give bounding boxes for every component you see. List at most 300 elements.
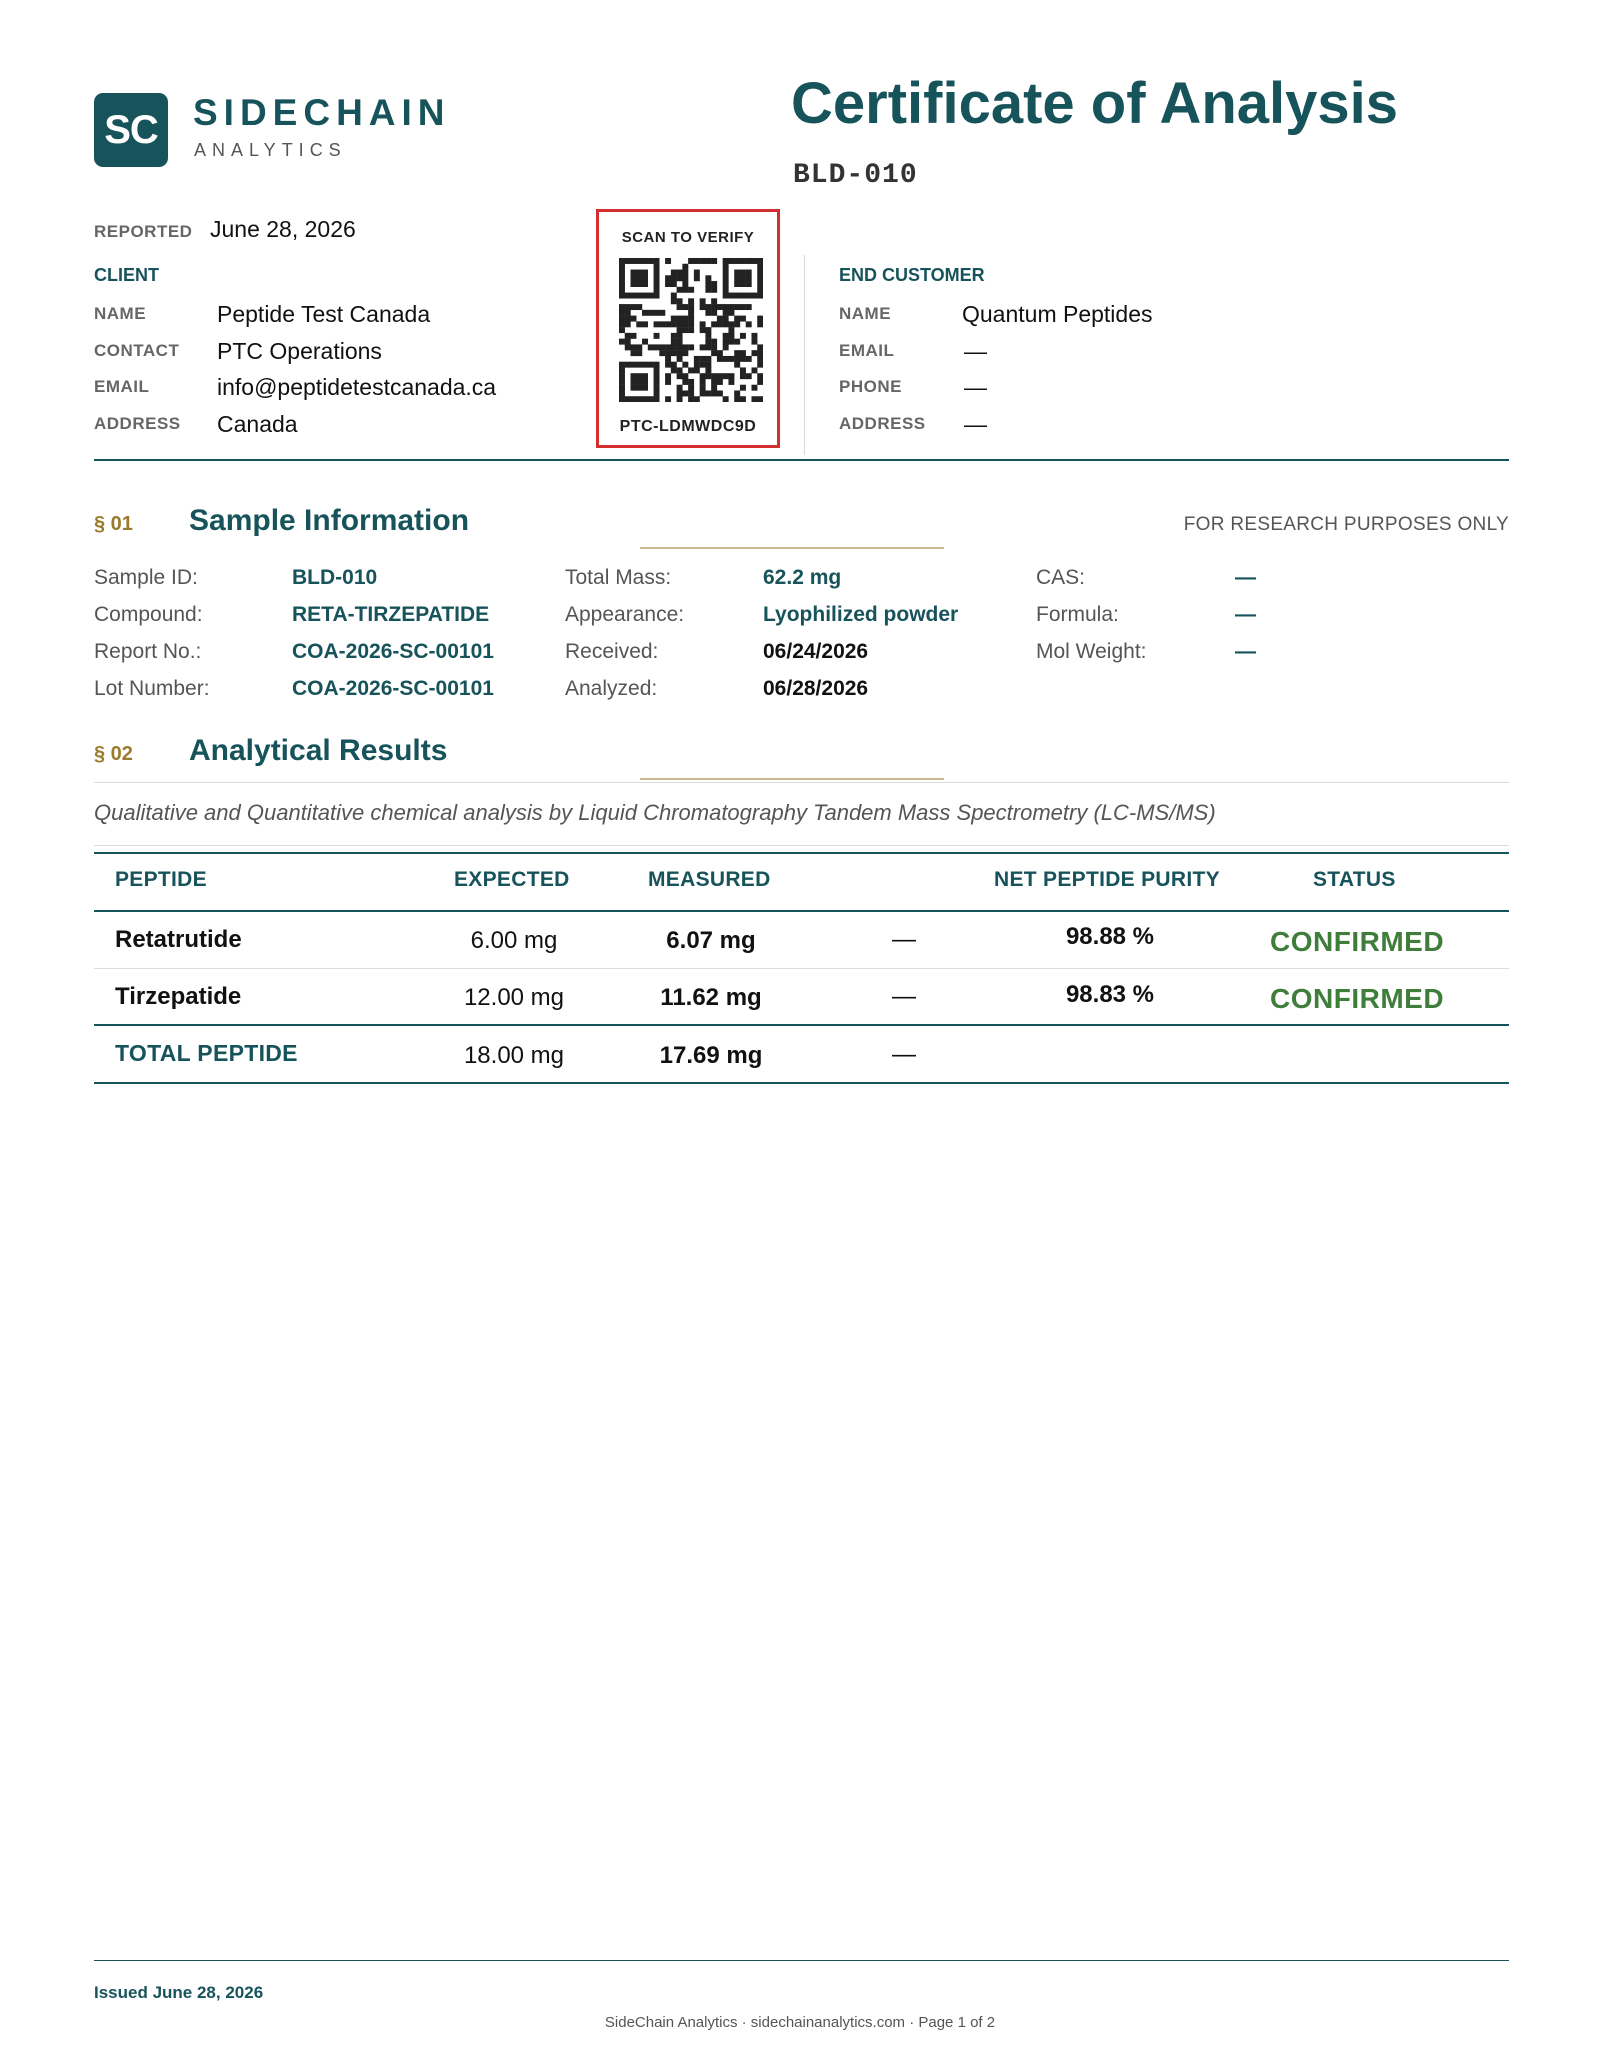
qr-module xyxy=(642,396,648,402)
formula-value: — xyxy=(1235,603,1256,626)
row-divider xyxy=(94,968,1509,969)
row-status-badge: CONFIRMED xyxy=(1270,926,1445,957)
qr-module xyxy=(625,339,631,345)
qr-module xyxy=(677,327,683,333)
qr-module xyxy=(717,304,723,310)
row-measured: 6.07 mg xyxy=(666,927,756,954)
qr-module xyxy=(740,367,746,373)
qr-module xyxy=(694,367,700,373)
qr-module xyxy=(636,258,642,264)
qr-module xyxy=(671,270,677,276)
qr-module xyxy=(705,339,711,345)
qr-module xyxy=(642,385,648,391)
qr-module xyxy=(631,333,637,339)
qr-module xyxy=(619,258,625,264)
qr-module xyxy=(700,373,706,379)
qr-module xyxy=(682,321,688,327)
mol-weight-value: — xyxy=(1235,640,1256,663)
qr-module xyxy=(728,339,734,345)
qr-module xyxy=(654,333,660,339)
scan-to-verify-box[interactable] xyxy=(596,209,780,448)
footer-text: SideChain Analytics · sidechainanalytics.com · Page 1 of 2 xyxy=(604,2014,996,2031)
qr-module xyxy=(723,281,729,287)
total-peptide-label: TOTAL PEPTIDE xyxy=(115,1040,298,1066)
total-measured: 17.69 mg xyxy=(659,1042,763,1069)
qr-module xyxy=(671,281,677,287)
appearance-label: Appearance: xyxy=(565,603,685,626)
qr-module xyxy=(682,373,688,379)
method-rule xyxy=(94,845,1509,846)
qr-module xyxy=(682,304,688,310)
col-header-expected: EXPECTED xyxy=(454,868,570,891)
qr-module xyxy=(705,390,711,396)
end-customer-address: — xyxy=(964,411,987,437)
qr-module xyxy=(648,310,654,316)
qr-module xyxy=(654,396,660,402)
qr-module xyxy=(711,298,717,304)
qr-module xyxy=(631,396,637,402)
qr-module xyxy=(642,339,648,345)
qr-module xyxy=(631,281,637,287)
end-customer-phone-label: PHONE xyxy=(839,377,902,396)
issued-date: Issued June 28, 2026 xyxy=(94,1983,264,2002)
qr-module xyxy=(734,293,740,299)
qr-module xyxy=(711,350,717,356)
qr-module xyxy=(700,390,706,396)
qr-module xyxy=(671,350,677,356)
qr-module xyxy=(636,275,642,281)
qr-module xyxy=(694,362,700,368)
qr-module xyxy=(705,344,711,350)
analytical-results-underline xyxy=(640,778,944,780)
qr-module xyxy=(688,287,694,293)
qr-module xyxy=(619,327,625,333)
end-customer-name-label: NAME xyxy=(839,304,892,323)
qr-module xyxy=(740,350,746,356)
footer-divider xyxy=(94,1960,1509,1961)
qr-module xyxy=(619,281,625,287)
qr-module xyxy=(728,310,734,316)
qr-module xyxy=(728,356,734,362)
client-heading: CLIENT xyxy=(94,265,159,285)
qr-module xyxy=(659,321,665,327)
qr-module xyxy=(723,275,729,281)
qr-module xyxy=(654,367,660,373)
appearance-value: Lyophilized powder xyxy=(763,603,959,626)
row-purity: 98.88 % xyxy=(1065,923,1155,950)
total-mass-label: Total Mass: xyxy=(565,566,672,589)
row-expected: 12.00 mg xyxy=(463,984,565,1011)
sample-info-title: Sample Information xyxy=(189,504,470,537)
qr-module xyxy=(711,373,717,379)
qr-module xyxy=(705,281,711,287)
compound-value: RETA-TIRZEPATIDE xyxy=(292,603,490,626)
qr-module xyxy=(654,310,660,316)
qr-module xyxy=(636,396,642,402)
end-customer-phone: — xyxy=(964,374,987,400)
qr-module xyxy=(711,304,717,310)
qr-code-icon[interactable] xyxy=(619,258,763,402)
qr-module xyxy=(705,373,711,379)
qr-module xyxy=(636,379,642,385)
qr-module xyxy=(740,396,746,402)
cas-label: CAS: xyxy=(1036,566,1086,589)
qr-module xyxy=(734,390,740,396)
qr-module xyxy=(619,385,625,391)
qr-module xyxy=(619,264,625,270)
qr-module xyxy=(665,258,671,264)
qr-module xyxy=(619,362,625,368)
qr-module xyxy=(625,310,631,316)
qr-module xyxy=(619,396,625,402)
report-no-label: Report No.: xyxy=(94,640,202,663)
document-id: BLD-010 xyxy=(793,160,918,191)
qr-module xyxy=(734,316,740,322)
qr-module xyxy=(728,373,734,379)
qr-module xyxy=(677,356,683,362)
qr-module xyxy=(654,390,660,396)
row-extra: — xyxy=(892,983,916,1010)
qr-module xyxy=(677,396,683,402)
qr-module xyxy=(734,270,740,276)
scan-to-verify-heading: SCAN TO VERIFY xyxy=(621,229,755,246)
qr-module xyxy=(654,321,660,327)
qr-module xyxy=(648,258,654,264)
qr-module xyxy=(642,270,648,276)
qr-module xyxy=(746,281,752,287)
qr-module xyxy=(648,396,654,402)
section-number-02: § 02 xyxy=(94,743,133,765)
qr-module xyxy=(746,258,752,264)
row-peptide-name: Retatrutide xyxy=(115,926,242,953)
qr-module xyxy=(757,396,763,402)
qr-module xyxy=(717,390,723,396)
qr-module xyxy=(688,321,694,327)
client-email-label: EMAIL xyxy=(94,377,150,396)
qr-module xyxy=(665,344,671,350)
qr-module xyxy=(688,304,694,310)
qr-module xyxy=(671,316,677,322)
qr-module xyxy=(757,281,763,287)
qr-module xyxy=(740,373,746,379)
qr-module xyxy=(740,293,746,299)
qr-module xyxy=(677,373,683,379)
qr-module xyxy=(625,316,631,322)
reported-date: June 28, 2026 xyxy=(210,216,356,242)
qr-module xyxy=(636,321,642,327)
qr-module xyxy=(636,293,642,299)
qr-module xyxy=(625,344,631,350)
qr-module xyxy=(723,333,729,339)
qr-module xyxy=(642,362,648,368)
qr-module xyxy=(688,390,694,396)
client-email: info@peptidetestcanada.ca xyxy=(217,374,497,400)
qr-module xyxy=(723,304,729,310)
header-vertical-divider xyxy=(804,255,805,455)
qr-module xyxy=(631,270,637,276)
qr-module xyxy=(677,298,683,304)
qr-module xyxy=(671,275,677,281)
row-status-badge: CONFIRMED xyxy=(1270,983,1445,1014)
qr-module xyxy=(631,379,637,385)
qr-module xyxy=(625,304,631,310)
col-header-net-peptide-purity: NET PEPTIDE PURITY xyxy=(994,868,1220,891)
qr-module xyxy=(642,275,648,281)
qr-module xyxy=(757,373,763,379)
qr-module xyxy=(717,379,723,385)
qr-module xyxy=(642,293,648,299)
qr-module xyxy=(705,333,711,339)
qr-module xyxy=(740,258,746,264)
qr-module xyxy=(671,339,677,345)
qr-module xyxy=(625,396,631,402)
qr-module xyxy=(654,293,660,299)
table-bottom-rule xyxy=(94,1082,1509,1084)
qr-module xyxy=(648,344,654,350)
qr-module xyxy=(682,316,688,322)
qr-module xyxy=(734,339,740,345)
qr-module xyxy=(705,258,711,264)
qr-module xyxy=(705,356,711,362)
qr-module xyxy=(700,356,706,362)
qr-module xyxy=(688,310,694,316)
qr-module xyxy=(688,396,694,402)
end-customer-heading: END CUSTOMER xyxy=(839,265,985,285)
qr-module xyxy=(746,270,752,276)
qr-module xyxy=(654,264,660,270)
qr-module xyxy=(757,293,763,299)
qr-module xyxy=(705,304,711,310)
qr-module xyxy=(700,321,706,327)
total-expected: 18.00 mg xyxy=(463,1042,565,1069)
qr-module xyxy=(625,333,631,339)
qr-module xyxy=(671,293,677,299)
qr-module xyxy=(757,321,763,327)
qr-module xyxy=(654,385,660,391)
qr-module xyxy=(642,379,648,385)
qr-module xyxy=(682,275,688,281)
qr-module xyxy=(728,293,734,299)
qr-module xyxy=(671,344,677,350)
qr-module xyxy=(740,270,746,276)
qr-module xyxy=(619,270,625,276)
end-customer-name: Quantum Peptides xyxy=(962,301,1153,327)
qr-module xyxy=(631,350,637,356)
qr-module xyxy=(677,390,683,396)
qr-module xyxy=(740,356,746,362)
qr-module xyxy=(642,258,648,264)
qr-module xyxy=(677,321,683,327)
qr-module xyxy=(665,321,671,327)
end-customer-email-label: EMAIL xyxy=(839,341,895,360)
sample-id-value: BLD-010 xyxy=(292,566,378,589)
qr-module xyxy=(711,385,717,391)
qr-module xyxy=(711,287,717,293)
qr-module xyxy=(734,356,740,362)
qr-module xyxy=(751,293,757,299)
qr-module xyxy=(728,333,734,339)
qr-module xyxy=(682,390,688,396)
qr-module xyxy=(746,304,752,310)
qr-module xyxy=(631,275,637,281)
qr-module xyxy=(711,321,717,327)
qr-module xyxy=(636,362,642,368)
reported-label: REPORTED xyxy=(94,222,193,241)
qr-module xyxy=(659,310,665,316)
qr-module xyxy=(717,356,723,362)
qr-module xyxy=(734,275,740,281)
qr-module xyxy=(734,258,740,264)
qr-module xyxy=(665,379,671,385)
qr-module xyxy=(654,379,660,385)
qr-module xyxy=(636,350,642,356)
qr-module xyxy=(757,316,763,322)
qr-module xyxy=(619,310,625,316)
qr-module xyxy=(654,287,660,293)
qr-module xyxy=(677,350,683,356)
qr-module xyxy=(705,287,711,293)
qr-module xyxy=(682,350,688,356)
qr-module xyxy=(694,396,700,402)
qr-module xyxy=(631,385,637,391)
qr-module xyxy=(740,316,746,322)
qr-module xyxy=(677,367,683,373)
header-divider xyxy=(94,459,1509,461)
received-value: 06/24/2026 xyxy=(763,640,869,663)
qr-module xyxy=(665,350,671,356)
qr-module xyxy=(671,362,677,368)
analyzed-label: Analyzed: xyxy=(565,677,658,700)
qr-module xyxy=(671,298,677,304)
qr-module xyxy=(734,281,740,287)
qr-module xyxy=(757,287,763,293)
qr-module xyxy=(642,281,648,287)
qr-module xyxy=(740,333,746,339)
qr-module xyxy=(665,356,671,362)
qr-module xyxy=(682,287,688,293)
qr-module xyxy=(746,293,752,299)
formula-label: Formula: xyxy=(1036,603,1119,626)
sample-id-label: Sample ID: xyxy=(94,566,198,589)
qr-module xyxy=(682,344,688,350)
qr-module xyxy=(705,327,711,333)
qr-module xyxy=(757,356,763,362)
qr-module xyxy=(688,385,694,391)
qr-module xyxy=(711,339,717,345)
row-measured: 11.62 mg xyxy=(660,984,762,1011)
qr-module xyxy=(740,281,746,287)
total-mass-value: 62.2 mg xyxy=(763,566,842,589)
analyzed-value: 06/28/2026 xyxy=(763,677,869,700)
qr-module xyxy=(728,304,734,310)
qr-module xyxy=(700,258,706,264)
end-customer-address-label: ADDRESS xyxy=(839,414,926,433)
client-address-label: ADDRESS xyxy=(94,414,181,433)
sample-info-underline xyxy=(640,547,944,549)
qr-module xyxy=(665,373,671,379)
qr-module xyxy=(723,293,729,299)
client-address: Canada xyxy=(217,411,298,437)
lot-number-label: Lot Number: xyxy=(94,677,210,700)
qr-module xyxy=(728,379,734,385)
qr-module xyxy=(665,275,671,281)
qr-module xyxy=(636,304,642,310)
qr-module xyxy=(700,362,706,368)
qr-module xyxy=(700,327,706,333)
qr-module xyxy=(636,344,642,350)
qr-module xyxy=(723,356,729,362)
qr-module xyxy=(677,385,683,391)
qr-module xyxy=(705,275,711,281)
qr-module xyxy=(757,264,763,270)
qr-module xyxy=(619,339,625,345)
qr-module xyxy=(677,339,683,345)
qr-module xyxy=(723,270,729,276)
qr-module xyxy=(694,275,700,281)
qr-module xyxy=(746,321,752,327)
qr-module xyxy=(688,367,694,373)
qr-module xyxy=(700,385,706,391)
qr-module xyxy=(677,304,683,310)
qr-module xyxy=(642,373,648,379)
qr-module xyxy=(671,333,677,339)
qr-module xyxy=(711,281,717,287)
brand-name: SIDECHAIN xyxy=(193,92,451,133)
row-purity: 98.83 % xyxy=(1065,981,1155,1008)
qr-module xyxy=(728,321,734,327)
qr-module xyxy=(688,258,694,264)
qr-module xyxy=(654,281,660,287)
qr-module xyxy=(671,367,677,373)
qr-module xyxy=(723,321,729,327)
qr-module xyxy=(751,339,757,345)
qr-module xyxy=(700,379,706,385)
document-title: Certificate of Analysis xyxy=(791,71,1399,136)
qr-module xyxy=(631,344,637,350)
qr-module xyxy=(677,275,683,281)
report-no-value: COA-2026-SC-00101 xyxy=(292,640,494,663)
qr-module xyxy=(654,362,660,368)
qr-module xyxy=(723,396,729,402)
verification-code: PTC-LDMWDC9D xyxy=(619,418,757,435)
qr-module xyxy=(757,275,763,281)
qr-module xyxy=(659,344,665,350)
table-header-rule xyxy=(94,910,1509,912)
qr-module xyxy=(751,367,757,373)
qr-module xyxy=(682,362,688,368)
qr-module xyxy=(740,275,746,281)
qr-module xyxy=(700,344,706,350)
qr-module xyxy=(677,316,683,322)
mol-weight-label: Mol Weight: xyxy=(1036,640,1147,663)
qr-module xyxy=(688,344,694,350)
qr-module xyxy=(631,373,637,379)
qr-module xyxy=(751,350,757,356)
qr-module xyxy=(665,281,671,287)
qr-module xyxy=(636,385,642,391)
total-row-top-rule xyxy=(94,1024,1509,1026)
qr-module xyxy=(711,258,717,264)
brand-subtitle: ANALYTICS xyxy=(194,140,347,160)
qr-module xyxy=(682,379,688,385)
qr-module xyxy=(734,350,740,356)
qr-module xyxy=(717,316,723,322)
qr-module xyxy=(746,275,752,281)
qr-module xyxy=(700,304,706,310)
logo-initials: SC xyxy=(104,107,158,152)
qr-module xyxy=(723,264,729,270)
compound-label: Compound: xyxy=(94,603,203,626)
